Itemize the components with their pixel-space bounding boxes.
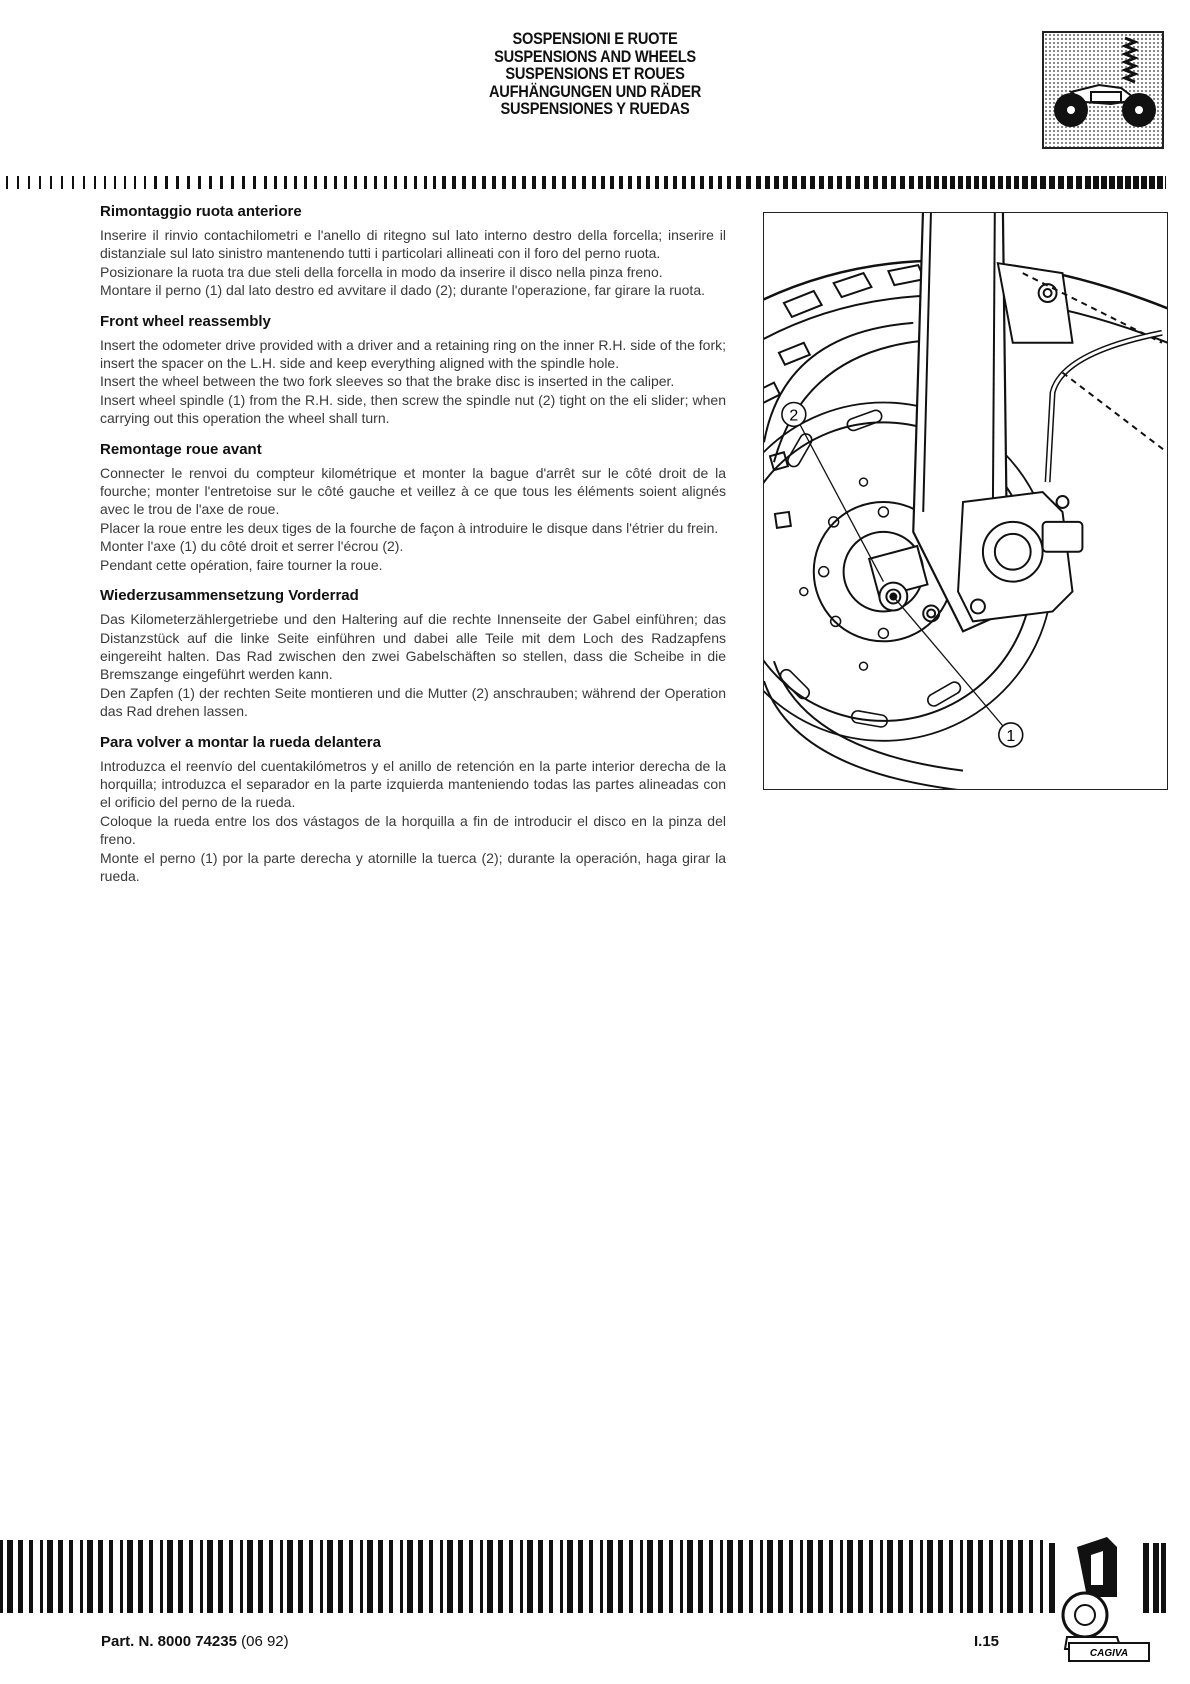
header-titles [0,30,1190,118]
paragraph: Das Kilometerzählergetriebe und den Haltering auf die rechte Innenseite der Gabel einführen; das Distanzstück auf die linke Seite einführen und dabei alle Teile mit dem Loch des Radzapfens eingereiht halten. Das Rad zwischen den zwei Gabelschäften so stellen, dass die Scheibe in die Bremszange eingeführt werden kann. [100,611,726,683]
paragraph: Montare il perno (1) dal lato destro ed avvitare il dado (2); durante l'operazione, far girare la ruota. [100,282,706,299]
paragraph: Coloque la rueda entre los dos vástagos de la horquilla a fin de introducir el disco en la pinza del freno. [100,812,726,848]
section-es [100,734,726,886]
part-number-date: (06 92) [241,1633,289,1650]
paragraph: Introduzca el reenvío del cuentakilómetros y el anillo de retención en la parte interior derecha de la horquilla; introduzca el separador en la parte izquierda manteniendo todas las partes alineadas con el orificio del perno de la rueda. [100,757,726,811]
top-divider-bar [6,176,1166,189]
section-heading: Rimontaggio ruota anteriore [100,203,302,220]
callout-2 [782,402,806,426]
paragraph: Placer la roue entre les deux tiges de la fourche de façon à introduire le disque dans l'étrier du frein. [100,519,719,536]
title-es: SUSPENSIONES Y RUEDAS [500,99,690,118]
part-number [101,1633,289,1650]
bottom-divider-bar [0,1540,1045,1613]
section-it [100,203,726,300]
brand-mascot-logo [1047,1537,1167,1665]
paragraph: Monter l'axe (1) du côté droit et serrer l'écrou (2). [100,538,404,555]
suspension-wheel-icon [1041,30,1165,150]
page-number: I.15 [974,1633,1000,1650]
paragraph: Connecter le renvoi du compteur kilométrique et monter la bague d'arrêt sur le côté droit de la fourche; monter l'entretoise sur le côté gauche et veillez à ce que tous les éléments soient alignés avec le trou de l'axe de roue. [100,464,726,518]
part-number-label: Part. N. 8000 74235 [101,1633,237,1650]
paragraph: Insert wheel spindle (1) from the R.H. side, then screw the spindle nut (2) tight on the eli slider; when carrying out this operation the wheel shall turn. [100,391,726,427]
section-fr [100,441,726,574]
section-heading: Remontage roue avant [100,440,262,458]
paragraph: Insert the wheel between the two fork sleeves so that the brake disc is inserted in the caliper. [100,373,675,390]
title-de: AUFHÄNGUNGEN UND RÄDER [488,81,701,101]
title-it: SOSPENSIONI E RUOTE [512,29,678,48]
section-heading: Wiederzusammensetzung Vorderrad [100,587,359,605]
paragraph: Monte el perno (1) por la parte derecha y atornille la tuerca (2); durante la operación, haga girar la rueda. [100,849,726,884]
front-wheel-illustration [763,212,1168,790]
svg-text:1: 1 [1006,727,1016,745]
brand-name: CAGIVA [1089,1648,1129,1659]
section-en [100,313,726,428]
paragraph: Pendant cette opération, faire tourner la roue. [100,556,383,573]
content-column [100,203,726,898]
section-de [100,587,726,720]
paragraph: Inserire il rinvio contachilometri e l'anello di ritegno sul lato interno destro della forcella; inserire il distanziale sul lato sinistro mantenendo tutti i particolari allineati con il foro del perno ruota. [100,227,726,262]
title-en: SUSPENSIONS AND WHEELS [494,46,696,66]
paragraph: Posizionare la ruota tra due steli della forcella in modo da inserire il disco nella pinza freno. [100,263,663,280]
svg-text:2: 2 [789,407,799,425]
paragraph: Den Zapfen (1) der rechten Seite montieren und die Mutter (2) anschrauben; während der Operation das Rad drehen lassen. [100,684,726,720]
section-heading: Front wheel reassembly [100,312,271,330]
paragraph: Insert the odometer drive provided with a driver and a retaining ring on the inner R.H. side of the fork; insert the spacer on the L.H. side and keep everything aligned with the spindle hole. [100,336,726,372]
wheel-fork-drawing [764,213,1167,789]
title-fr: SUSPENSIONS ET ROUES [505,64,685,83]
callout-1 [999,723,1023,747]
section-heading: Para volver a montar la rueda delantera [100,733,381,751]
